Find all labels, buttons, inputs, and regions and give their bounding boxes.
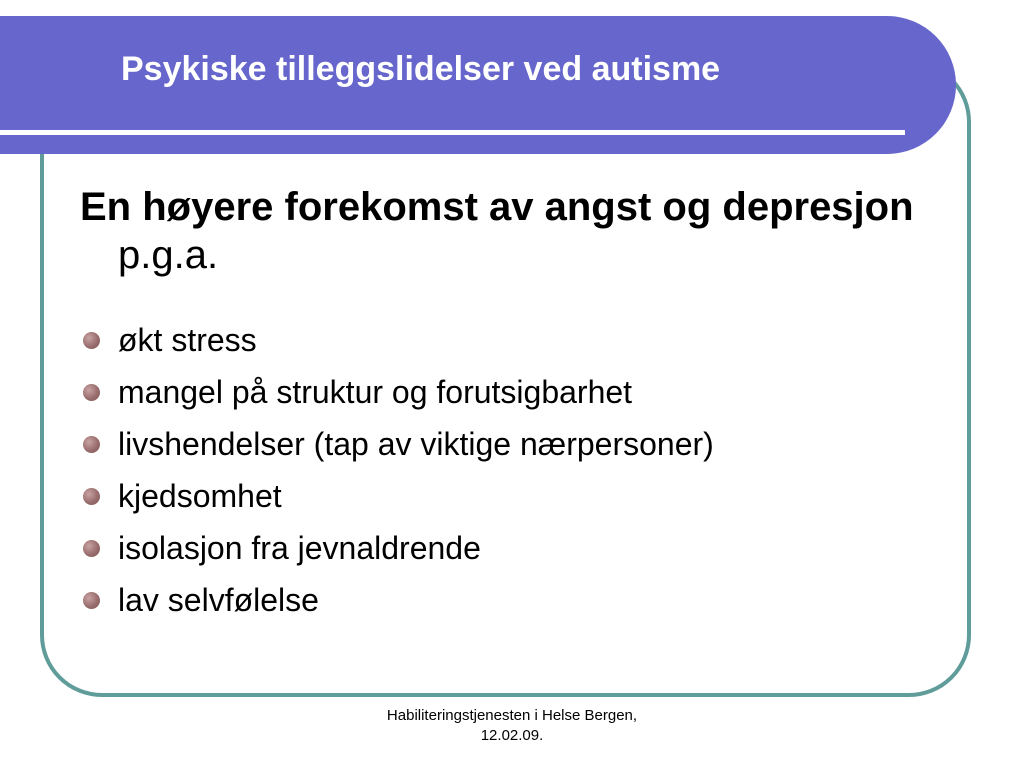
lead-normal-text: p.g.a. [118, 233, 219, 277]
bullet-item [80, 418, 714, 470]
bullet-item [80, 366, 714, 418]
slide-title: Psykiske tilleggslidelser ved autisme [121, 50, 721, 88]
bullet-text: økt stress [118, 322, 257, 358]
lead-paragraph [80, 183, 918, 279]
bullet-text: kjedsomhet [118, 478, 282, 514]
bullet-text: mangel på struktur og forutsigbarhet [118, 374, 633, 410]
bullet-list [80, 314, 714, 626]
bullet-text: livshendelser (tap av viktige nærpersoner) [118, 426, 714, 462]
bullet-text: lav selvfølelse [118, 582, 319, 618]
bullet-item [80, 522, 714, 574]
bullet-dot-icon [83, 540, 100, 557]
bullet-dot-icon [83, 592, 100, 609]
bullet-text: isolasjon fra jevnaldrende [118, 530, 481, 566]
title-underline [0, 130, 905, 135]
bullet-dot-icon [83, 332, 100, 349]
footer-line-organization: Habiliteringstjenesten i Helse Bergen, [386, 707, 638, 724]
bullet-item [80, 574, 714, 626]
bullet-dot-icon [83, 488, 100, 505]
lead-bold-text: En høyere forekomst av angst og depresjon [80, 185, 914, 229]
slide-footer [340, 706, 684, 746]
bullet-dot-icon [83, 384, 100, 401]
bullet-item [80, 314, 714, 366]
bullet-dot-icon [83, 436, 100, 453]
footer-line-date: 12.02.09. [480, 727, 544, 744]
bullet-item [80, 470, 714, 522]
